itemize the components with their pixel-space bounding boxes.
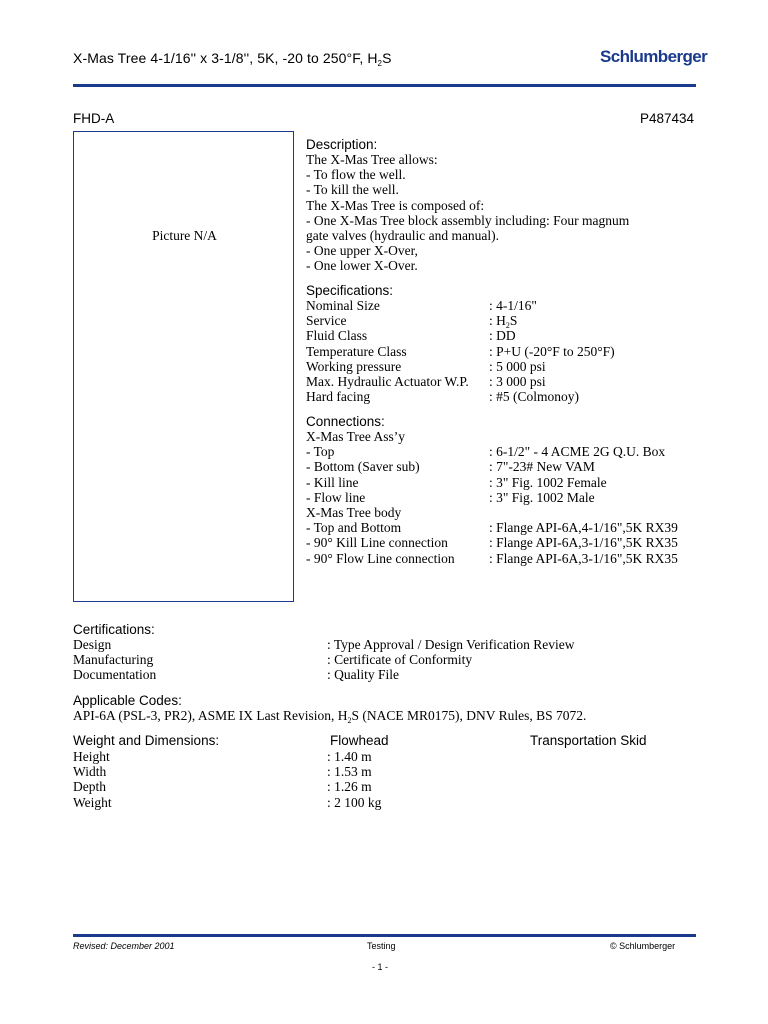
description-line: gate valves (hydraulic and manual). (306, 228, 500, 244)
connections-section (306, 414, 706, 566)
picture-label: Picture N/A (152, 228, 217, 243)
spec-row (306, 313, 706, 331)
description-section (306, 137, 706, 274)
spec-row (306, 374, 706, 389)
weights-header (73, 733, 696, 749)
connection-row (306, 444, 706, 459)
section-heading: Certifications: (73, 622, 155, 637)
connection-label: - 90° Kill Line connection (306, 535, 448, 551)
connection-row (306, 490, 706, 505)
spec-row (306, 298, 706, 313)
cert-row (73, 637, 696, 652)
connection-value: : 6-1/2" - 4 ACME 2G Q.U. Box (489, 444, 666, 460)
description-line: - One upper X-Over, (306, 243, 418, 259)
description-line: - To flow the well. (306, 167, 406, 183)
spec-value: : P+U (-20°F to 250°F) (489, 343, 615, 359)
connection-label: - Top and Bottom (306, 520, 402, 536)
revision-date: Revised: December 2001 (73, 941, 175, 951)
skid-column-header: Transportation Skid (530, 733, 647, 748)
weight-dimensions-section (73, 733, 696, 810)
connection-label: - 90° Flow Line connection (306, 550, 455, 566)
description-line: - One X-Mas Tree block assembly including: Four magnum (306, 212, 630, 228)
codes-text: API-6A (PSL-3, PR2), ASME IX Last Revision, $H_2S$ (NACE MR0175), DNV Rules, BS 7072. (73, 708, 587, 725)
spec-row (306, 359, 706, 374)
connection-row (306, 475, 706, 490)
cert-row (73, 652, 696, 667)
connection-row (306, 535, 706, 550)
cert-value: : Certificate of Conformity (327, 652, 473, 668)
cert-label: Design (73, 637, 112, 652)
cert-value: : Type Approval / Design Verification Review (327, 637, 575, 652)
footer-divider (73, 934, 696, 937)
applicable-codes-section (73, 693, 696, 728)
dimension-label: Weight (73, 794, 112, 810)
spec-label: Fluid Class (306, 328, 368, 344)
spec-value: : $H_2S$ (489, 313, 518, 331)
dimension-value: : 1.26 m (327, 779, 372, 795)
spec-value: : 3 000 psi (489, 373, 546, 389)
certifications-section (73, 622, 696, 683)
company-logo: Schlumberger (600, 47, 708, 66)
picture-placeholder (73, 131, 294, 602)
connection-value: : Flange API-6A,4-1/16",5K RX39 (489, 520, 678, 536)
cert-value: : Quality File (327, 667, 399, 683)
spec-row (306, 389, 706, 404)
description-line: The X-Mas Tree allows: (306, 152, 438, 167)
dimension-value: : 1.53 m (327, 764, 372, 780)
section-heading: Connections: (306, 414, 385, 429)
dimension-row (73, 764, 696, 779)
connection-row (306, 459, 706, 474)
connection-value: : 3" Fig. 1002 Male (489, 489, 595, 505)
document-title: X-Mas Tree 4-1/16'' x 3-1/8'', 5K, -20 to 250°F, $H_2S$ (73, 50, 392, 68)
connection-label: - Bottom (Saver sub) (306, 459, 420, 475)
spec-label: Temperature Class (306, 343, 407, 359)
spec-row (306, 328, 706, 343)
connection-label: - Top (306, 444, 335, 460)
spec-row (306, 344, 706, 359)
header-divider (73, 84, 696, 87)
connection-row (306, 520, 706, 535)
connection-group-label: X-Mas Tree Ass’y (306, 429, 406, 444)
spec-label: Max. Hydraulic Actuator W.P. (306, 373, 469, 389)
dimension-label: Width (73, 764, 107, 780)
spec-label: Service (306, 313, 347, 329)
description-line: The X-Mas Tree is composed of: (306, 197, 485, 213)
dimension-row (73, 749, 696, 764)
spec-value: : DD (489, 328, 516, 344)
cert-row (73, 667, 696, 682)
dimension-row (73, 779, 696, 794)
spec-value: : #5 (Colmonoy) (489, 389, 579, 405)
dimension-label: Depth (73, 779, 106, 795)
specifications-section (306, 283, 706, 404)
section-heading: Applicable Codes: (73, 693, 182, 708)
spec-value: : 5 000 psi (489, 358, 546, 374)
dimension-row (73, 795, 696, 810)
section-heading: Description: (306, 137, 378, 152)
connection-value: : 3" Fig. 1002 Female (489, 474, 607, 490)
spec-label: Hard facing (306, 389, 371, 405)
spec-label: Working pressure (306, 358, 402, 374)
description-line: - One lower X-Over. (306, 258, 418, 274)
connection-group-label: X-Mas Tree body (306, 504, 402, 520)
dimension-value: : 2 100 kg (327, 794, 382, 810)
connection-value: : Flange API-6A,3-1/16",5K RX35 (489, 550, 678, 566)
spec-value: : 4-1/16" (489, 298, 537, 313)
spec-label: Nominal Size (306, 298, 380, 313)
cert-label: Manufacturing (73, 652, 154, 668)
product-code: FHD-A (73, 111, 115, 126)
connection-row (306, 551, 706, 566)
cert-label: Documentation (73, 667, 157, 683)
dimension-label: Height (73, 749, 110, 764)
footer-category: Testing (367, 941, 396, 951)
part-number: P487434 (640, 111, 695, 126)
dimension-value: : 1.40 m (327, 749, 372, 764)
connection-label: - Kill line (306, 474, 359, 490)
flowhead-column-header: Flowhead (330, 733, 389, 748)
connection-value: : 7"-23# New VAM (489, 459, 595, 475)
connection-label: - Flow line (306, 489, 366, 505)
section-heading: Weight and Dimensions: (73, 733, 220, 748)
page-number: - 1 - (372, 962, 389, 972)
description-line: - To kill the well. (306, 182, 399, 198)
section-heading: Specifications: (306, 283, 394, 298)
copyright: © Schlumberger (610, 941, 676, 951)
connection-value: : Flange API-6A,3-1/16",5K RX35 (489, 535, 678, 551)
